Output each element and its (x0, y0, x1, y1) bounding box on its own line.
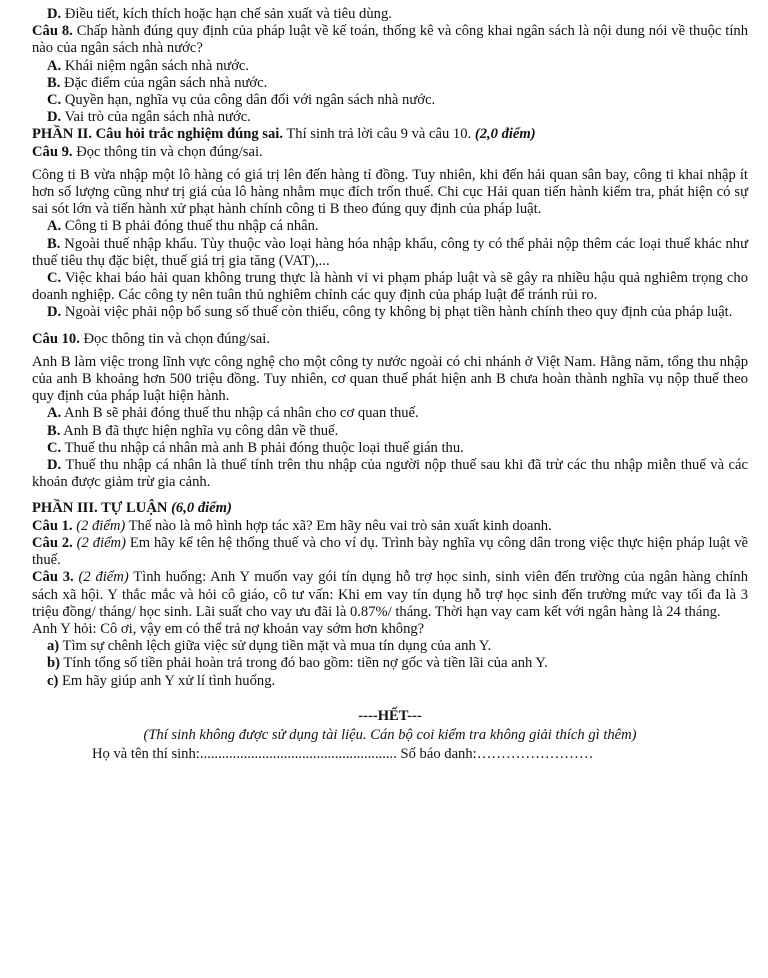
q10-option-a: A. Anh B sẽ phải đóng thuế thu nhập cá nhân cho cơ quan thuế. (47, 405, 419, 422)
part3-q1: Câu 1. (2 điểm) Thế nào là mô hình hợp tác xã? Em hãy nêu vai trò sản xuất kinh doanh. (32, 517, 552, 534)
q7-option-d: D. Điều tiết, kích thích hoặc hạn chế sản xuất và tiêu dùng. (47, 6, 392, 22)
q10-option-d: D. Thuế thu nhập cá nhân là thuế tính trên thu nhập của người nộp thuế sau khi đã trừ các thu nhập miễn thuế và các khoản được giảm trừ gia cảnh. (32, 457, 748, 491)
part3-q3-a: a) Tìm sự chênh lệch giữa việc sử dụng tiền mặt và mua tín dụng của anh Y. (47, 638, 492, 655)
q9-question: Câu 9. Đọc thông tin và chọn đúng/sai. (32, 143, 263, 160)
q10-question: Câu 10. Đọc thông tin và chọn đúng/sai. (32, 330, 270, 347)
candidate-info-line (32, 746, 748, 763)
q10-option-b: B. Anh B đã thực hiện nghĩa vụ công dân về thuế. (47, 422, 339, 439)
part3-heading: PHẦN III. TỰ LUẬN (6,0 điểm) (32, 500, 232, 517)
q9-option-b: B. Ngoài thuế nhập khẩu. Tùy thuộc vào loại hàng hóa nhập khẩu, công ty có thể phải nộp thêm các loại thuế khác như thuế tiêu thụ đặc biệt, thuế giá trị gia tăng (VAT),... (32, 235, 748, 269)
part3-q2: Câu 2. (2 điểm) Em hãy kể tên hệ thống thuế và cho ví dụ. Trình bày nghĩa vụ công dân trong việc thực hiện pháp luật về thuế. (32, 534, 749, 569)
q8-question: Câu 8. Chấp hành đúng quy định của pháp luật về kế toán, thống kê và công khai ngân sách là nội dung nói về thuộc tính nào của ngân sách nhà nước? (32, 23, 749, 57)
q9-option-a: A. Công ti B phải đóng thuế thu nhập cá nhân. (47, 218, 319, 235)
q8-option-b: B. Đặc điểm của ngân sách nhà nước. (47, 74, 268, 91)
part3-q3-b: b) Tính tổng số tiền phải hoàn trả trong đó bao gồm: tiền nợ gốc và tiền lãi của anh Y. (47, 655, 548, 672)
q9-option-d: D. Ngoài việc phải nộp bổ sung số thuế còn thiếu, công ty không bị phạt tiền hành chính theo quy định của pháp luật. (47, 304, 733, 321)
q9-passage: Công ti B vừa nhập một lô hàng có giá trị lên đến hàng tỉ đồng. Tuy nhiên, khi đến hải quan sân bay, công ti khai nhập ít hơn số lượng cũng như trị giá của lô hàng nhằm mục đích trốn thuế. Chi cục Hải quan tiến hành kiểm tra, phát hiện có sự sai sót lớn và tiến hành xử phạt hành chính công ti B theo đúng quy định của pháp luật. (32, 166, 748, 218)
q8-option-c: C. Quyền hạn, nghĩa vụ của công dân đối với ngân sách nhà nước. (47, 92, 436, 109)
name-label: Họ và tên thí sinh: (92, 746, 200, 763)
end-marker: ----HẾT--- (358, 707, 422, 724)
q8-option-d: D. Vai trò của ngân sách nhà nước. (47, 109, 251, 126)
name-field: ...................................................... (199, 746, 397, 763)
q10-passage: Anh B làm việc trong lĩnh vực công nghệ cho một công ty nước ngoài có chi nhánh ở Việt Nam. Hằng năm, tổng thu nhập của anh B khoảng hơn 500 triệu đồng. Tuy nhiên, cơ quan thuế phát hiện anh B chưa hoàn thành nghĩa vụ nộp thuế theo quy định của pháp luật hiện hành. (32, 353, 748, 405)
part3-q3-ask: Anh Y hỏi: Cô ơi, vậy em có thể trả nợ khoản vay sớm hơn không? (32, 620, 425, 637)
part3-q3: Câu 3. (2 điểm) Tình huống: Anh Y muốn vay gói tín dụng hỗ trợ học sinh, sinh viên đến trường của ngân hàng chính sách xã hội. Y thắc mắc và hỏi cô giáo, cô tư vấn: Khi em vay tín dụng hỗ trợ học sinh đến trường mức vay tối đa là 3 triệu đồng/ tháng/ học sinh. Lãi suất cho vay ưu đãi là 0.87%/ tháng. Thời hạn vay cam kết với ngân hàng là 24 tháng. (32, 569, 748, 620)
part2-heading: PHẦN II. Câu hỏi trắc nghiệm đúng sai. Thí sinh trả lời câu 9 và câu 10. (2,0 điểm) (32, 126, 536, 143)
q10-option-c: C. Thuế thu nhập cá nhân mà anh B phải đóng thuộc loại thuế gián thu. (47, 439, 464, 456)
id-field: …………………… (476, 746, 594, 763)
id-label: Số báo danh: (396, 746, 477, 763)
q9-option-c: C. Việc khai báo hải quan không trung thực là hành vi vi phạm pháp luật và sẽ gây ra nhiều hậu quả nghiêm trọng cho doanh nghiệp. Các công ty nên tuân thủ nghiêm chỉnh các quy định của pháp luật để tránh rủi ro. (32, 270, 748, 304)
exam-note: (Thí sinh không được sử dụng tài liệu. Cán bộ coi kiểm tra không giải thích gì thêm) (143, 726, 637, 743)
q8-option-a: A. Khái niệm ngân sách nhà nước. (47, 57, 250, 74)
part3-q3-c: c) Em hãy giúp anh Y xử lí tình huống. (47, 672, 276, 689)
